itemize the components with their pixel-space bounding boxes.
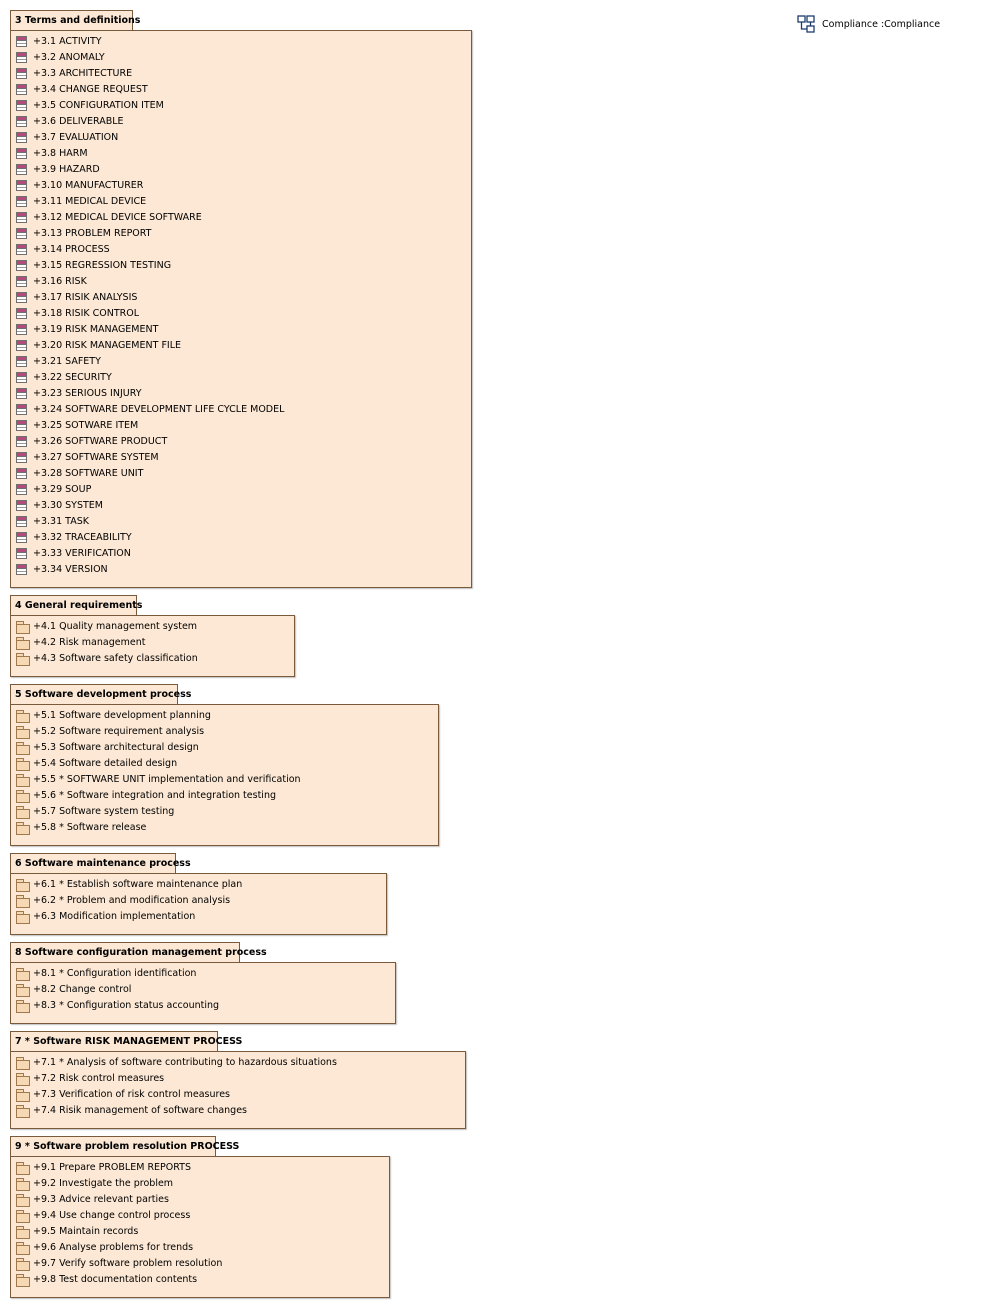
package-item-label: +7.1 * Analysis of software contributing to hazardous situations [33,1057,337,1068]
folder-icon [16,1242,30,1254]
package-item-label: +5.7 Software system testing [33,806,175,817]
package-item-label: +3.1 ACTIVITY [33,36,102,47]
folder-icon [16,911,30,923]
class-icon [16,68,27,79]
package-item-label: +8.1 * Configuration identification [33,968,197,979]
package-item-label: +7.2 Risk control measures [33,1073,165,1084]
class-icon [16,340,27,351]
class-icon [16,308,27,319]
class-icon [16,388,27,399]
class-icon [16,276,27,287]
class-icon [16,452,27,463]
package-item-label: +3.20 RISK MANAGEMENT FILE [33,340,182,351]
folder-icon [16,984,30,996]
class-icon [16,212,27,223]
package-item-label: +3.29 SOUP [33,484,92,495]
class-icon [16,36,27,47]
package-item-label: +3.18 RISIK CONTROL [33,308,140,319]
package-item-label: +5.5 * SOFTWARE UNIT implementation and verification [33,774,301,785]
package-item-label: +3.32 TRACEABILITY [33,532,132,543]
class-icon [16,548,27,559]
package-item-label: +3.7 EVALUATION [33,132,119,143]
package-title: 9 * Software problem resolution PROCESS [10,1136,216,1156]
folder-icon [16,1178,30,1190]
folder-icon [16,637,30,649]
package-title: 6 Software maintenance process [10,853,176,873]
package-item-label: +4.2 Risk management [33,637,146,648]
package-item-label: +5.8 * Software release [33,822,147,833]
package-item-label: +3.2 ANOMALY [33,52,105,63]
folder-icon [16,1210,30,1222]
package-item-label: +3.23 SERIOUS INJURY [33,388,142,399]
package-item-label: +3.9 HAZARD [33,164,100,175]
package-item-label: +3.30 SYSTEM [33,500,103,511]
package-item-label: +3.4 CHANGE REQUEST [33,84,148,95]
package-item-label: +8.2 Change control [33,984,132,995]
package-item-label: +3.22 SECURITY [33,372,112,383]
package-body [10,873,387,935]
package-item-label: +5.4 Software detailed design [33,758,178,769]
package-item-label: +3.28 SOFTWARE UNIT [33,468,144,479]
package-item-label: +9.7 Verify software problem resolution [33,1258,223,1269]
package-body [10,704,439,846]
package-item-label: +5.3 Software architectural design [33,742,199,753]
folder-icon [16,1162,30,1174]
package-item-label: +6.3 Modification implementation [33,911,196,922]
class-icon [16,196,27,207]
folder-icon [16,895,30,907]
package-item-label: +4.1 Quality management system [33,621,198,632]
package-item-label: +7.4 Risik management of software changes [33,1105,248,1116]
folder-icon [16,806,30,818]
class-icon [16,244,27,255]
folder-icon [16,790,30,802]
package-item-label: +9.6 Analyse problems for trends [33,1242,194,1253]
class-icon [16,324,27,335]
class-icon [16,436,27,447]
package-item-label: +3.27 SOFTWARE SYSTEM [33,452,159,463]
package-item-label: +9.8 Test documentation contents [33,1274,198,1285]
folder-icon [16,621,30,633]
package-item-label: +5.2 Software requirement analysis [33,726,205,737]
package-title: 4 General requirements [10,595,137,615]
folder-icon [16,1194,30,1206]
folder-icon [16,742,30,754]
package-item-label: +3.3 ARCHITECTURE [33,68,133,79]
package-item-label: +3.19 RISK MANAGEMENT [33,324,159,335]
package-item-label: +8.3 * Configuration status accounting [33,1000,220,1011]
class-icon [16,228,27,239]
folder-icon [16,758,30,770]
package-item-label: +5.6 * Software integration and integration testing [33,790,276,801]
package-item-label: +3.26 SOFTWARE PRODUCT [33,436,168,447]
class-icon [16,52,27,63]
package-title: 5 Software development process [10,684,178,704]
package-item-label: +9.3 Advice relevant parties [33,1194,169,1205]
package-item-label: +9.5 Maintain records [33,1226,139,1237]
package-body [10,615,295,677]
package-title: 8 Software configuration management process [10,942,240,962]
class-icon [16,100,27,111]
folder-icon [16,710,30,722]
folder-icon [16,968,30,980]
folder-icon [16,653,30,665]
package-item-label: +3.10 MANUFACTURER [33,180,144,191]
package-title: 3 Terms and definitions [10,10,133,30]
package-title: 7 * Software RISK MANAGEMENT PROCESS [10,1031,218,1051]
package-item-label: +5.1 Software development planning [33,710,211,721]
class-icon [16,484,27,495]
class-icon [16,500,27,511]
package-item-label: +3.33 VERIFICATION [33,548,131,559]
class-icon [16,356,27,367]
class-icon [16,516,27,527]
folder-icon [16,1000,30,1012]
package-item-label: +3.14 PROCESS [33,244,110,255]
package-item-label: +6.2 * Problem and modification analysis [33,895,231,906]
package-item-label: +3.6 DELIVERABLE [33,116,124,127]
package-item-label: +3.13 PROBLEM REPORT [33,228,152,239]
class-icon [16,404,27,415]
class-icon [16,532,27,543]
package-item-label: +3.31 TASK [33,516,89,527]
package-item-label: +4.3 Software safety classification [33,653,198,664]
class-icon [16,164,27,175]
class-icon [16,292,27,303]
package-item-label: +3.17 RISIK ANALYSIS [33,292,138,303]
class-icon [16,420,27,431]
folder-icon [16,726,30,738]
package-item-label: +3.21 SAFETY [33,356,101,367]
folder-icon [16,1226,30,1238]
class-icon [16,116,27,127]
package-item-label: +3.15 REGRESSION TESTING [33,260,172,271]
package-body [10,30,472,588]
package-item-label: +6.1 * Establish software maintenance plan [33,879,243,890]
package-item-label: +3.34 VERSION [33,564,108,575]
folder-icon [16,774,30,786]
package-item-label: +7.3 Verification of risk control measures [33,1089,231,1100]
package-item-label: +3.8 HARM [33,148,88,159]
package-item-label: +3.16 RISK [33,276,87,287]
class-icon [16,564,27,575]
class-icon [16,180,27,191]
package-item-label: +3.25 SOTWARE ITEM [33,420,139,431]
package-item-label: +9.4 Use change control process [33,1210,191,1221]
folder-icon [16,1057,30,1069]
package-item-label: +3.12 MEDICAL DEVICE SOFTWARE [33,212,202,223]
class-icon [16,372,27,383]
component-label: Compliance :Compliance [822,19,941,30]
folder-icon [16,1089,30,1101]
package-item-label: +3.24 SOFTWARE DEVELOPMENT LIFE CYCLE MODEL [33,404,285,415]
folder-icon [16,1258,30,1270]
package-item-label: +9.1 Prepare PROBLEM REPORTS [33,1162,191,1173]
class-icon [16,84,27,95]
folder-icon [16,822,30,834]
package-body [10,962,396,1024]
class-icon [16,468,27,479]
package-body [10,1156,390,1298]
folder-icon [16,1274,30,1286]
package-item-label: +3.5 CONFIGURATION ITEM [33,100,164,111]
package-item-label: +3.11 MEDICAL DEVICE [33,196,147,207]
package-item-label: +9.2 Investigate the problem [33,1178,174,1189]
component-icon [797,15,815,33]
folder-icon [16,1105,30,1117]
class-icon [16,132,27,143]
class-icon [16,260,27,271]
class-icon [16,148,27,159]
package-body [10,1051,466,1129]
folder-icon [16,879,30,891]
folder-icon [16,1073,30,1085]
